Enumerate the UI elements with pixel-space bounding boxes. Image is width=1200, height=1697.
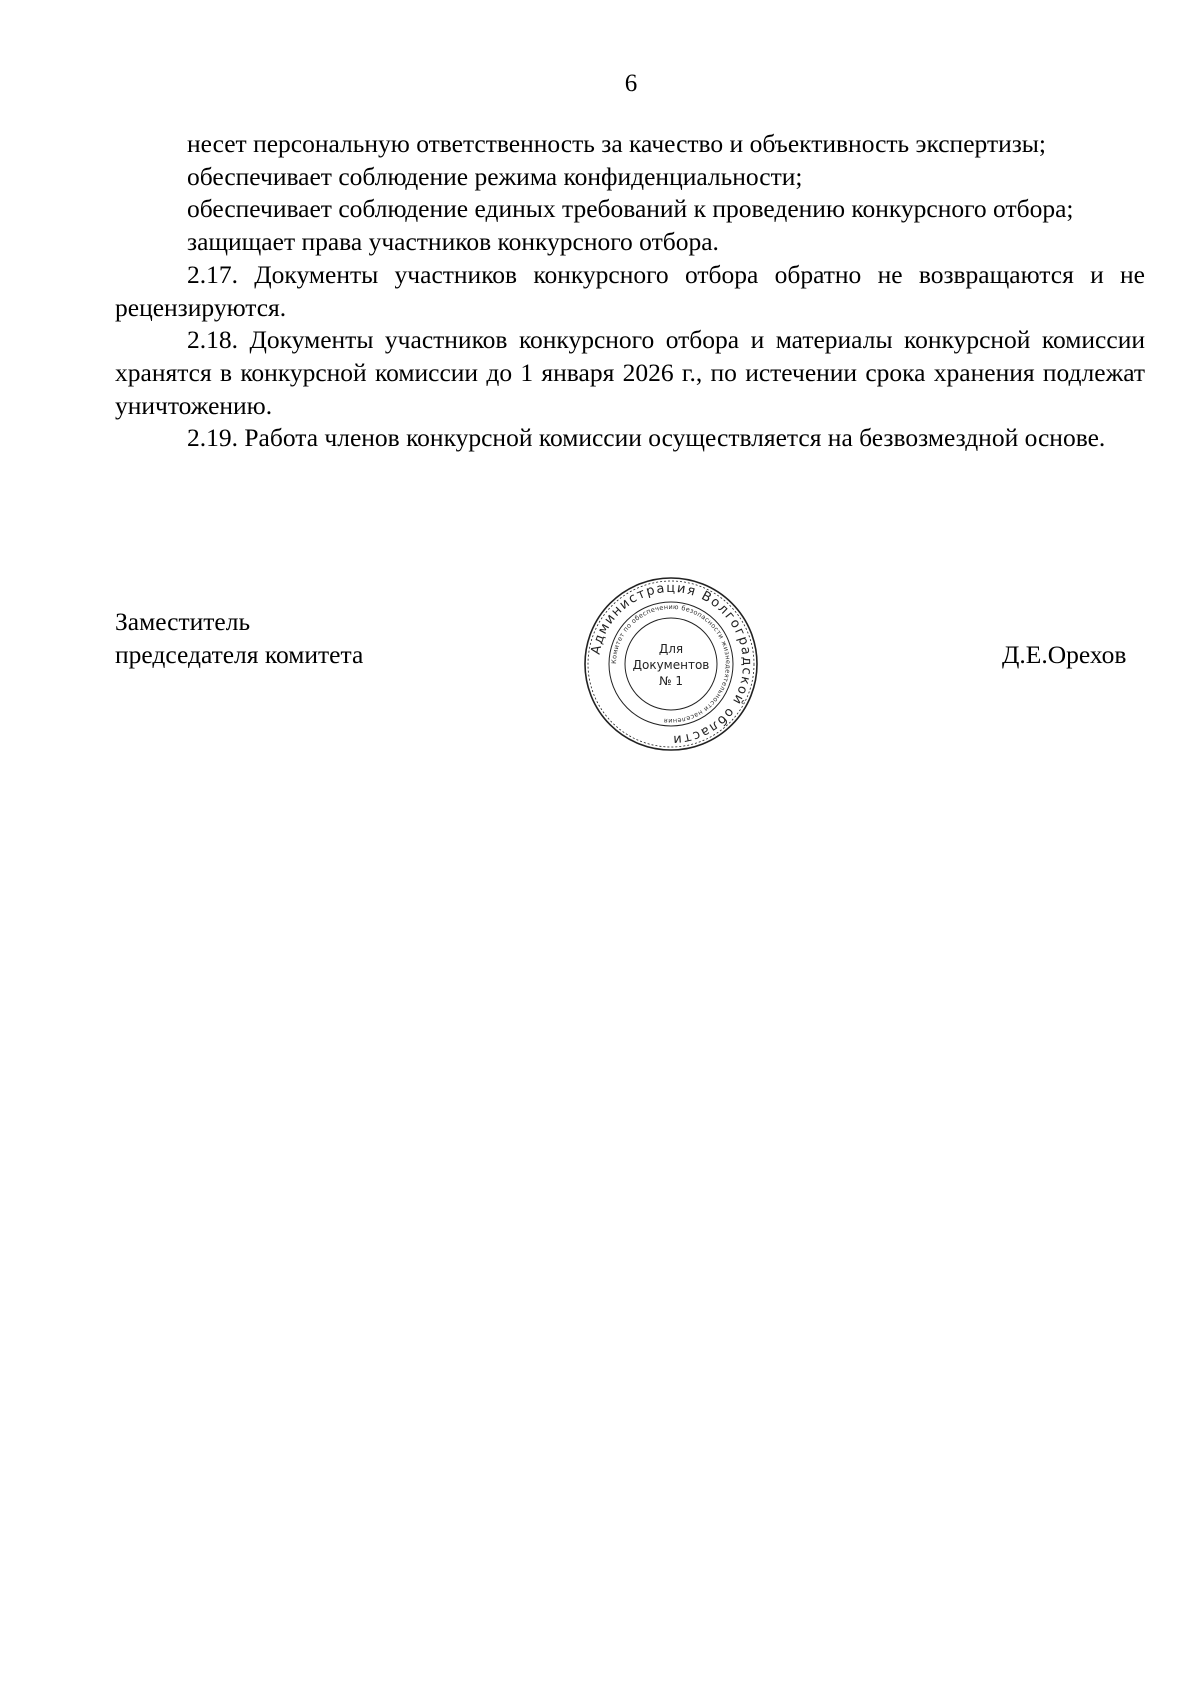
signatory-title: [115, 605, 363, 671]
stamp-inner-text: Комитет по обеспечению безопасности жизнедеятельности населения: [609, 602, 733, 726]
stamp-center-line1: Для: [658, 642, 684, 656]
official-seal-stamp: [582, 575, 760, 753]
paragraph: защищает права участников конкурсного отбора.: [187, 227, 719, 257]
document-body: [115, 128, 1145, 455]
paragraph: 2.17. Документы участников конкурсного отбора обратно не возвращаются и не рецензируются.: [115, 259, 1145, 322]
paragraph: обеспечивает соблюдение единых требований к проведению конкурсного отбора;: [187, 194, 1074, 224]
page-number: 6: [624, 70, 638, 97]
signatory-title-line2: председателя комитета: [115, 640, 364, 669]
signatory-name: Д.Е.Орехов: [1002, 640, 1127, 669]
paragraph: 2.18. Документы участников конкурсного отбора и материалы конкурсной комиссии хранятся в конкурсной комиссии до 1 января 2026 г., по истечении срока хранения подлежат уничтожению.: [115, 325, 1145, 420]
stamp-outer-text: Администрация Волгоградской области: [588, 580, 755, 748]
stamp-center-line3: № 1: [659, 674, 683, 688]
stamp-center-line2: Документов: [632, 658, 710, 672]
paragraph: несет персональную ответственность за качество и объективность экспертизы;: [187, 129, 1047, 158]
signatory-title-line1: Заместитель: [115, 607, 251, 636]
paragraph: обеспечивает соблюдение режима конфиденциальности;: [187, 161, 803, 191]
paragraph: 2.19. Работа членов конкурсной комиссии осуществляется на безвозмездной основе.: [187, 423, 1106, 453]
